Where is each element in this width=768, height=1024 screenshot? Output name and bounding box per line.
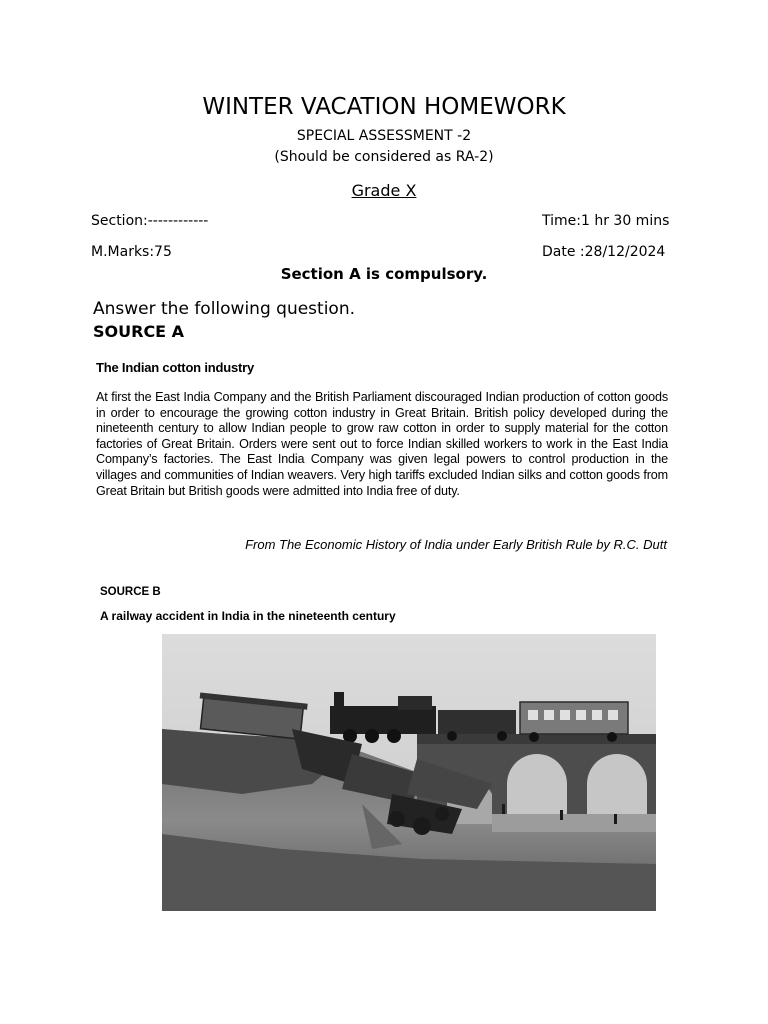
grade-text: Grade X bbox=[351, 181, 417, 200]
date-field: Date :28/12/2024 bbox=[542, 244, 666, 260]
source-a-body: At first the East India Company and the British Parliament discouraged Indian production of cotton goods in order to encourage the growing cotton industry in Great Britain. British policy developed during the nineteenth century to allow Indian people to grow raw cotton in order to supply material for the cotton factories of Great Britain. Orders were sent out to force Indian skilled workers to work in the East India Company’s factories. The East India Company was given legal powers to control production in the villages and communities of Indian weavers. Very high tariffs excluded Indian silks and cotton goods from Great Britain but British goods were admitted into India free of duty. bbox=[96, 390, 668, 498]
section-a-heading: Section A is compulsory. bbox=[280, 265, 488, 283]
source-a-citation: From The Economic History of India under Early British Rule by R.C. Dutt bbox=[245, 537, 667, 552]
marks-field: M.Marks:75 bbox=[91, 244, 172, 260]
assessment-note: (Should be considered as RA-2) bbox=[274, 149, 494, 165]
section-field: Section:------------ bbox=[91, 213, 209, 229]
source-b-title: A railway accident in India in the nineteenth century bbox=[100, 609, 396, 623]
page-title: WINTER VACATION HOMEWORK bbox=[202, 94, 566, 120]
source-a-title: The Indian cotton industry bbox=[96, 360, 255, 375]
instruction-text: Answer the following question. bbox=[93, 299, 355, 319]
grade-label bbox=[0, 181, 768, 200]
assessment-name: SPECIAL ASSESSMENT -2 bbox=[296, 128, 472, 144]
railway-accident-photo bbox=[162, 634, 656, 911]
source-b-label: SOURCE B bbox=[100, 586, 161, 598]
source-a-label: SOURCE A bbox=[93, 322, 185, 341]
time-field: Time:1 hr 30 mins bbox=[542, 213, 670, 229]
